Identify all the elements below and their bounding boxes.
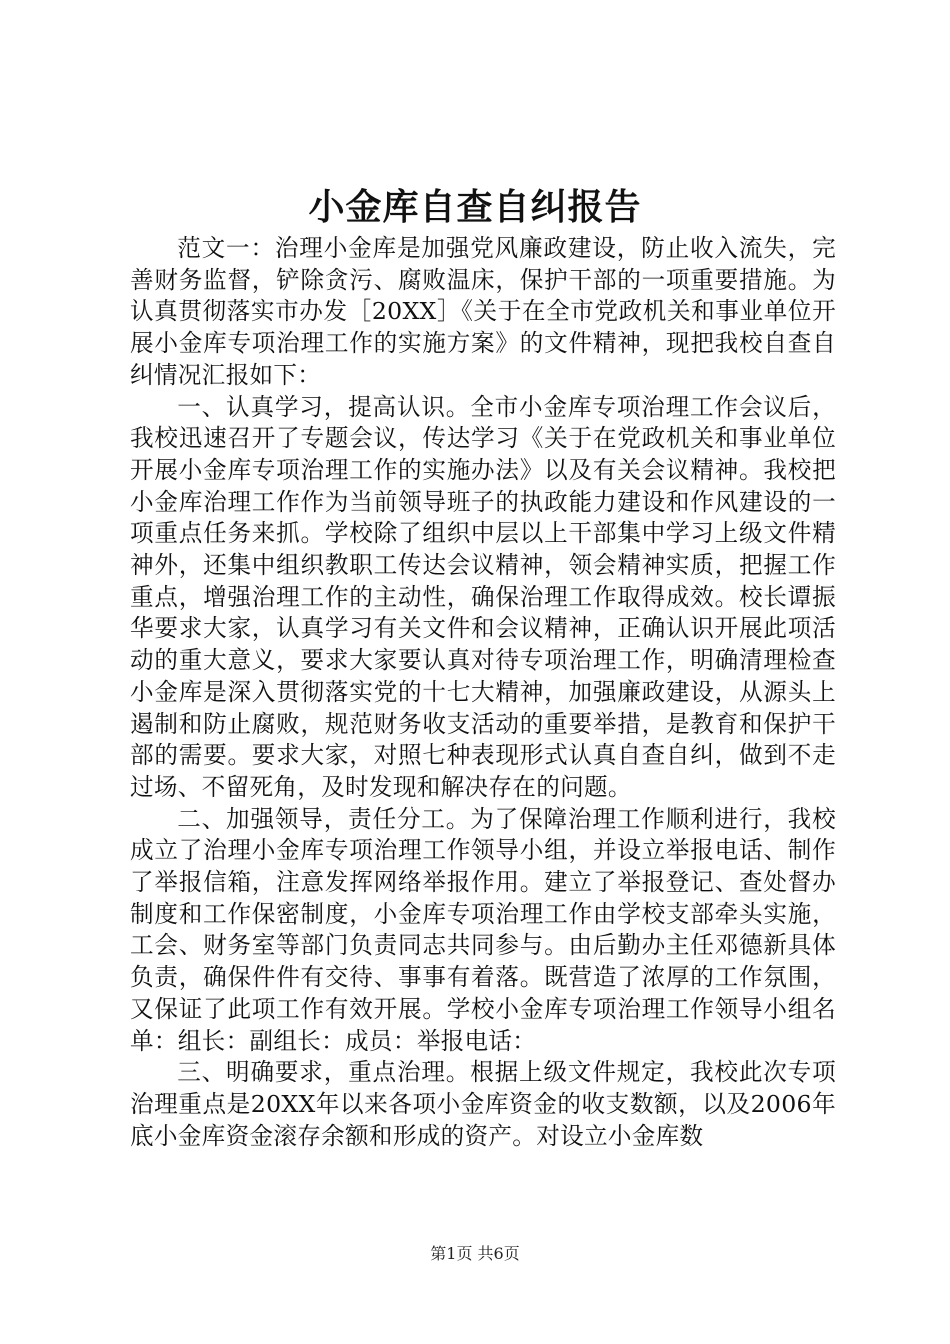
document-title: 小金库自查自纠报告 <box>308 187 642 228</box>
paragraph-section-2: 二、加强领导，责任分工。为了保障治理工作顺利进行，我校成立了治理小金库专项治理工作领导小组，并设立举报电话、制作了举报信箱，注意发挥网络举报作用。建立了举报登记、查处督办制度和工作保密制度，小金库专项治理工作由学校支部牵头实施，工会、财务室等部门负责同志共同参与。由后勤办主任邓德新具体负责，确保件件有交待、事事有着落。既营造了浓厚的工作氛围，又保证了此项工作有效开展。学校小金库专项治理工作领导小组名单：组长：副组长：成员：举报电话： <box>130 804 836 1055</box>
paragraph-section-3: 三、明确要求，重点治理。根据上级文件规定，我校此次专项治理重点是20XX年以来各项小金库资金的收支数额，以及2006年底小金库资金滚存余额和形成的资产。对设立小金库数 <box>130 1058 836 1150</box>
document-body <box>130 233 836 1152</box>
page-number-footer: 第1页 共6页 <box>430 1244 520 1263</box>
paragraph-section-1: 一、认真学习，提高认识。全市小金库专项治理工作会议后，我校迅速召开了专题会议，传达学习《关于在党政机关和事业单位开展小金库专项治理工作的实施办法》以及有关会议精神。我校把小金库治理工作作为当前领导班子的执政能力建设和作风建设的一项重点任务来抓。学校除了组织中层以上干部集中学习上级文件精神外，还集中组织教职工传达会议精神，领会精神实质，把握工作重点，增强治理工作的主动性，确保治理工作取得成效。校长谭振华要求大家，认真学习有关文件和会议精神，正确认识开展此项活动的重大意义，要求大家要认真对待专项治理工作，明确清理检查小金库是深入贯彻落实党的十七大精神，加强廉政建设，从源头上遏制和防止腐败，规范财务收支活动的重要举措，是教育和保护干部的需要。要求大家，对照七种表现形式认真自查自纠，做到不走过场、不留死角，及时发现和解决存在的问题。 <box>130 392 836 801</box>
paragraph-intro: 范文一：治理小金库是加强党风廉政建设，防止收入流失，完善财务监督，铲除贪污、腐败温床，保护干部的一项重要措施。为认真贯彻落实市办发［20XX］《关于在全市党政机关和事业单位开展小金库专项治理工作的实施方案》的文件精神，现把我校自查自纠情况汇报如下： <box>130 234 836 389</box>
